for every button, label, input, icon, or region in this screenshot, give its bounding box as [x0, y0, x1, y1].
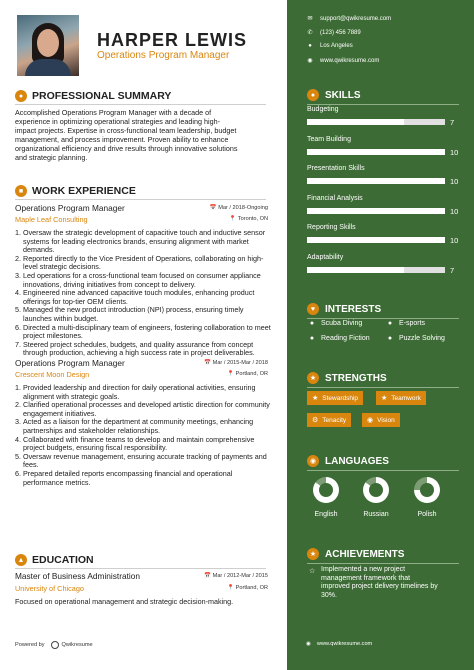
skill-bar	[307, 237, 445, 243]
skill-bar-fill	[307, 178, 445, 184]
skill-label: Reporting Skills	[307, 224, 356, 231]
list-item: Engineered nine advanced capacitive touch modules, enhancing product offerings for top-tier OEM clients.	[23, 288, 255, 306]
interests-heading: ♥ INTERESTS	[307, 303, 381, 315]
candidate-role: Operations Program Manager	[97, 50, 230, 61]
achievement-text: Implemented a new project management framework that improved project delivery timelines by 30%.	[321, 566, 438, 599]
skill-bar-fill	[307, 237, 445, 243]
job-bullets	[15, 384, 273, 487]
footer-brand: Qwikresume	[61, 642, 93, 648]
divider	[307, 563, 459, 564]
gamepad-icon: ●	[387, 320, 393, 327]
experience-heading	[15, 184, 136, 198]
divider	[307, 318, 459, 319]
interest-item: ● E-sports	[385, 320, 425, 327]
skill-value: 10	[450, 236, 459, 245]
contact-location: ● Los Angeles	[306, 43, 353, 49]
mail-icon: ✉	[307, 16, 313, 22]
skill-bar	[307, 267, 445, 273]
skill-value: 10	[450, 206, 459, 216]
contact-email[interactable]: ✉ support@qwikresume.com	[307, 15, 392, 22]
skill-label: Adaptability	[307, 253, 344, 261]
job-title: Operations Program Manager	[15, 358, 125, 368]
globe-icon: ◉	[306, 641, 311, 647]
skill-bar-fill	[307, 149, 445, 155]
job-bullets	[15, 229, 273, 358]
heart-icon: ♥	[307, 303, 319, 315]
divider	[307, 470, 459, 471]
strength-tag: ★ Teamwork	[376, 391, 426, 405]
list-item: Prepared detailed reports encompassing financial and operational performance metrics.	[23, 468, 233, 487]
globe-icon: ◉	[307, 58, 313, 64]
job-location: 📍 Portland, OR	[227, 371, 268, 377]
language-ring	[363, 477, 389, 503]
skill-value: 7	[450, 265, 455, 275]
job-company: Maple Leaf Consulting	[15, 215, 88, 224]
briefcase-icon: ■	[15, 185, 27, 197]
skill-value: 7	[450, 118, 455, 127]
divider	[15, 104, 266, 105]
interest-item: ● Puzzle Solving	[385, 335, 445, 342]
vision-icon: ◉	[367, 417, 374, 424]
skill-label: Financial Analysis	[307, 194, 363, 202]
contact-phone: ✆ (123) 456 7889	[307, 29, 361, 36]
team-icon: ★	[381, 395, 388, 402]
candidate-name: HARPER LEWIS	[97, 30, 248, 50]
education-location: 📍 Portland, OR	[227, 585, 268, 591]
footer-powered: Powered by Qwikresume	[15, 642, 93, 648]
list-item: Oversaw the strategic development of capacitive touch and inductive sensor systems for leading electronics brands, ensuring alignment with market demands.	[23, 228, 266, 255]
skill-bar-fill	[307, 267, 404, 273]
skill-label: Budgeting	[307, 106, 339, 113]
list-item: Clarified operational processes and developed artistic direction for community engagement initiatives.	[23, 400, 270, 418]
skill-bar	[307, 149, 445, 155]
divider	[307, 104, 459, 105]
person-icon: ●	[15, 90, 27, 102]
education-dates: 📅 Mar / 2012-Mar / 2015	[204, 573, 268, 579]
skill-bar	[307, 208, 445, 214]
strength-tag: ★ Stewardship	[307, 391, 363, 405]
languages-heading: ◉ LANGUAGES	[307, 455, 389, 467]
star-icon: ☆	[309, 568, 316, 575]
achievements-heading: ★ ACHIEVEMENTS	[307, 548, 404, 560]
degree: Master of Business Administration	[15, 571, 140, 581]
job-company: Crescent Moon Design	[15, 370, 90, 379]
list-item: Collaborated with finance teams to develop and maintain comprehensive project budgets, ensuring fiscal responsibility.	[23, 434, 255, 453]
divider	[15, 199, 266, 200]
job-title: Operations Program Manager	[15, 203, 125, 213]
list-item: Provided leadership and direction for daily operational activities, ensuring alignment with strategic goals.	[23, 383, 256, 401]
profile-photo	[17, 15, 79, 76]
language-label: Polish	[417, 511, 437, 518]
skill-value: 10	[450, 177, 459, 186]
divider	[15, 568, 266, 569]
strength-tag: ⚙ Tenacity	[307, 413, 351, 427]
divider	[307, 387, 459, 388]
phone-icon: ✆	[307, 30, 313, 36]
list-item: Oversaw revenue management, ensuring accurate tracking of payments and fees.	[23, 451, 267, 470]
education-heading	[15, 553, 94, 567]
strength-tag: ◉ Vision	[362, 413, 400, 427]
list-item: Steered project schedules, budgets, and quality assurance from concept through production, achieving a high success rate in project deliverables.	[23, 339, 255, 358]
summary-text: Accomplished Operations Program Manager with a decade of experience in optimizing operational strategies and leading high- impact projects. Expertise in cross-functional team leadership, budget management, and process improvement. Proven ability to enhance organizational efficiency and drive results through innovative solutions and strategic planning.	[15, 108, 238, 162]
strengths-heading: ★ STRENGTHS	[307, 372, 387, 384]
scuba-icon: ●	[309, 320, 315, 327]
language-label: English	[314, 511, 338, 518]
summary-heading	[15, 89, 171, 103]
experience-title: WORK EXPERIENCE	[32, 185, 136, 197]
interest-item: ● Scuba Diving	[307, 320, 362, 327]
list-item: Managed the new product introduction (NPI) process, ensuring timely launches within budget.	[23, 305, 244, 323]
language-ring	[313, 477, 339, 503]
list-item: Led operations for a cross-functional team focused on consumer appliance innovations, driving initiatives from concept to delivery.	[23, 270, 261, 289]
skills-heading: ● SKILLS	[307, 89, 361, 101]
qwikresume-logo-icon	[51, 641, 59, 649]
interest-item: ● Reading Fiction	[307, 335, 370, 342]
skill-bar-fill	[307, 208, 445, 214]
language-label: Russian	[363, 511, 389, 518]
puzzle-icon: ●	[387, 335, 393, 342]
globe-icon: ◉	[307, 455, 319, 467]
skill-value: 10	[450, 147, 459, 157]
list-item: Directed a multi-disciplinary team of engineers, fostering collaboration to meet project milestones.	[23, 322, 271, 341]
trophy-icon: ★	[307, 372, 319, 384]
lightbulb-icon: ●	[307, 89, 319, 101]
medal-icon: ★	[307, 548, 319, 560]
job-dates: 📅 Mar / 2018-Ongoing	[209, 205, 268, 211]
list-item: Acted as a liaison for the department at community meetings, enhancing partnerships and stakeholder relationships.	[23, 417, 254, 435]
list-item: Reported directly to the Vice President of Operations, collaborating on high-level strategic decisions.	[23, 253, 264, 272]
summary-title: PROFESSIONAL SUMMARY	[32, 90, 172, 102]
skill-label: Team Building	[307, 135, 351, 143]
handshake-icon: ★	[312, 395, 319, 402]
footer-website[interactable]: ◉ www.qwikresume.com	[306, 641, 373, 647]
job-dates: 📅 Mar / 2015-Mar / 2018	[204, 360, 268, 366]
skill-bar	[307, 178, 445, 184]
language-ring	[414, 477, 440, 503]
job-location: 📍 Toronto, ON	[229, 216, 268, 222]
book-icon: ●	[309, 335, 315, 342]
contact-website[interactable]: ◉ www.qwikresume.com	[307, 57, 380, 64]
education-title: EDUCATION	[32, 554, 94, 566]
gear-icon: ⚙	[312, 417, 319, 424]
skill-bar	[307, 119, 445, 125]
education-focus: Focused on operational management and strategic decision-making.	[15, 597, 234, 606]
skill-label: Presentation Skills	[307, 165, 365, 172]
skill-bar-fill	[307, 119, 404, 125]
school: University of Chicago	[15, 584, 84, 593]
location-pin-icon: ●	[308, 43, 312, 49]
graduation-cap-icon: ▲	[15, 554, 27, 566]
